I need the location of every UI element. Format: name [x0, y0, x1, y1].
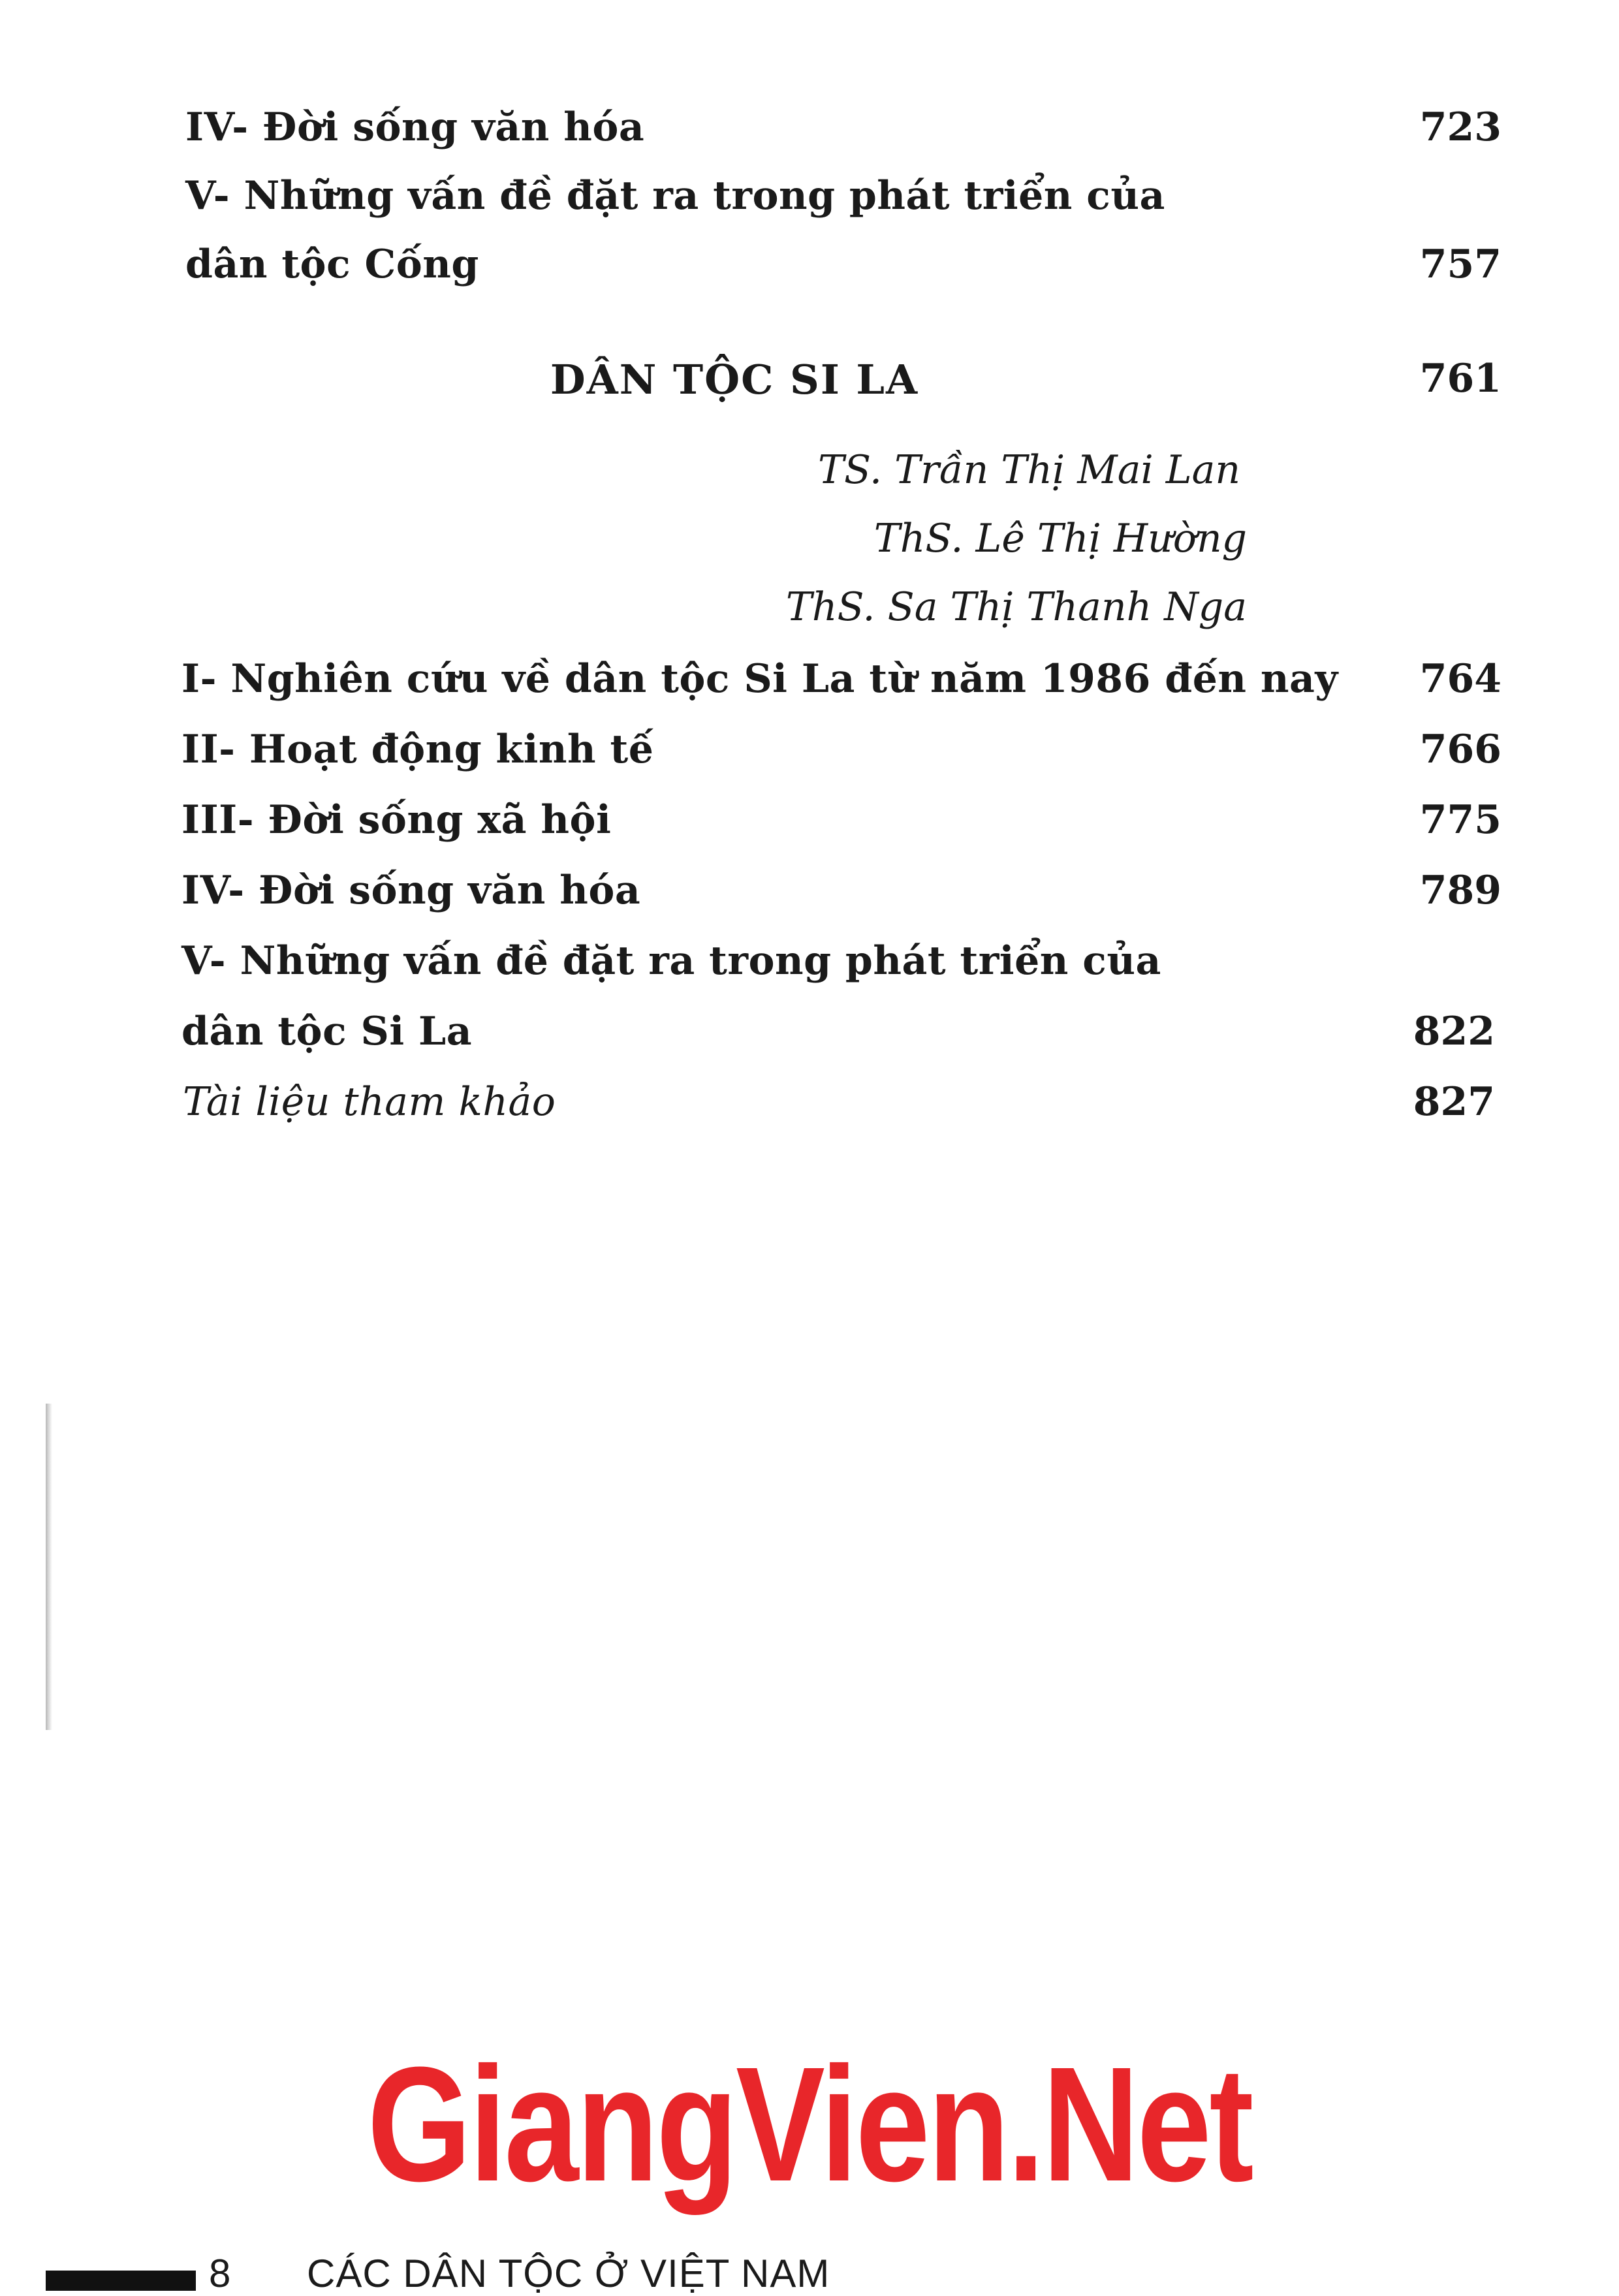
toc-entry-label: dân tộc Si La [181, 1009, 473, 1054]
toc-entry-page: 757 [1419, 242, 1501, 287]
page-shadow [46, 1404, 52, 1730]
toc-entry [0, 104, 1619, 170]
toc-entry-line2 [0, 242, 1619, 307]
footer-bar [46, 2271, 196, 2291]
toc-entry [0, 1079, 1619, 1144]
toc-entry-label: IV- Đời sống văn hóa [181, 868, 641, 913]
toc-entry-line1 [0, 173, 1619, 238]
toc-entry-label: IV- Đời sống văn hóa [185, 104, 645, 150]
author-line [0, 447, 1619, 512]
toc-entry-label: II- Hoạt động kinh tế [181, 727, 654, 772]
section-title: DÂN TỘC SI LA [550, 356, 919, 403]
footer-running-title: CÁC DÂN TỘC Ở VIỆT NAM [307, 2252, 830, 2295]
section-heading [0, 356, 1619, 421]
footer-page-number: 8 [209, 2252, 231, 2295]
toc-entry-label: V- Những vấn đề đặt ra trong phát triển của [185, 173, 1165, 219]
watermark-logo: GiangVien.Net [367, 2033, 1252, 2215]
toc-entry [0, 656, 1619, 721]
author-line [0, 584, 1619, 650]
toc-entry-page: 822 [1413, 1009, 1495, 1054]
toc-entry-line1 [0, 938, 1619, 1003]
toc-entry-page: 766 [1419, 727, 1501, 772]
toc-entry [0, 868, 1619, 933]
toc-entry-label: V- Những vấn đề đặt ra trong phát triển của [181, 938, 1161, 984]
author-name: ThS. Lê Thị Hường [873, 516, 1247, 561]
toc-entry-page: 789 [1419, 868, 1501, 913]
toc-entry-label: III- Đời sống xã hội [181, 797, 612, 843]
toc-entry [0, 797, 1619, 862]
toc-entry-page: 764 [1419, 656, 1501, 702]
section-page: 761 [1419, 356, 1501, 401]
toc-entry-line2 [0, 1009, 1619, 1074]
toc-entry-page: 775 [1419, 797, 1501, 843]
toc-entry-label: dân tộc Cống [185, 242, 479, 287]
author-line [0, 516, 1619, 581]
author-name: ThS. Sa Thị Thanh Nga [785, 584, 1247, 630]
toc-entry [0, 727, 1619, 792]
toc-entry-label: I- Nghiên cứu về dân tộc Si La từ năm 1986 đến nay [181, 656, 1338, 702]
toc-entry-page: 723 [1419, 104, 1501, 150]
author-name: TS. Trần Thị Mai Lan [818, 447, 1240, 493]
toc-entry-page: 827 [1413, 1079, 1495, 1125]
toc-entry-label: Tài liệu tham khảo [183, 1079, 556, 1125]
